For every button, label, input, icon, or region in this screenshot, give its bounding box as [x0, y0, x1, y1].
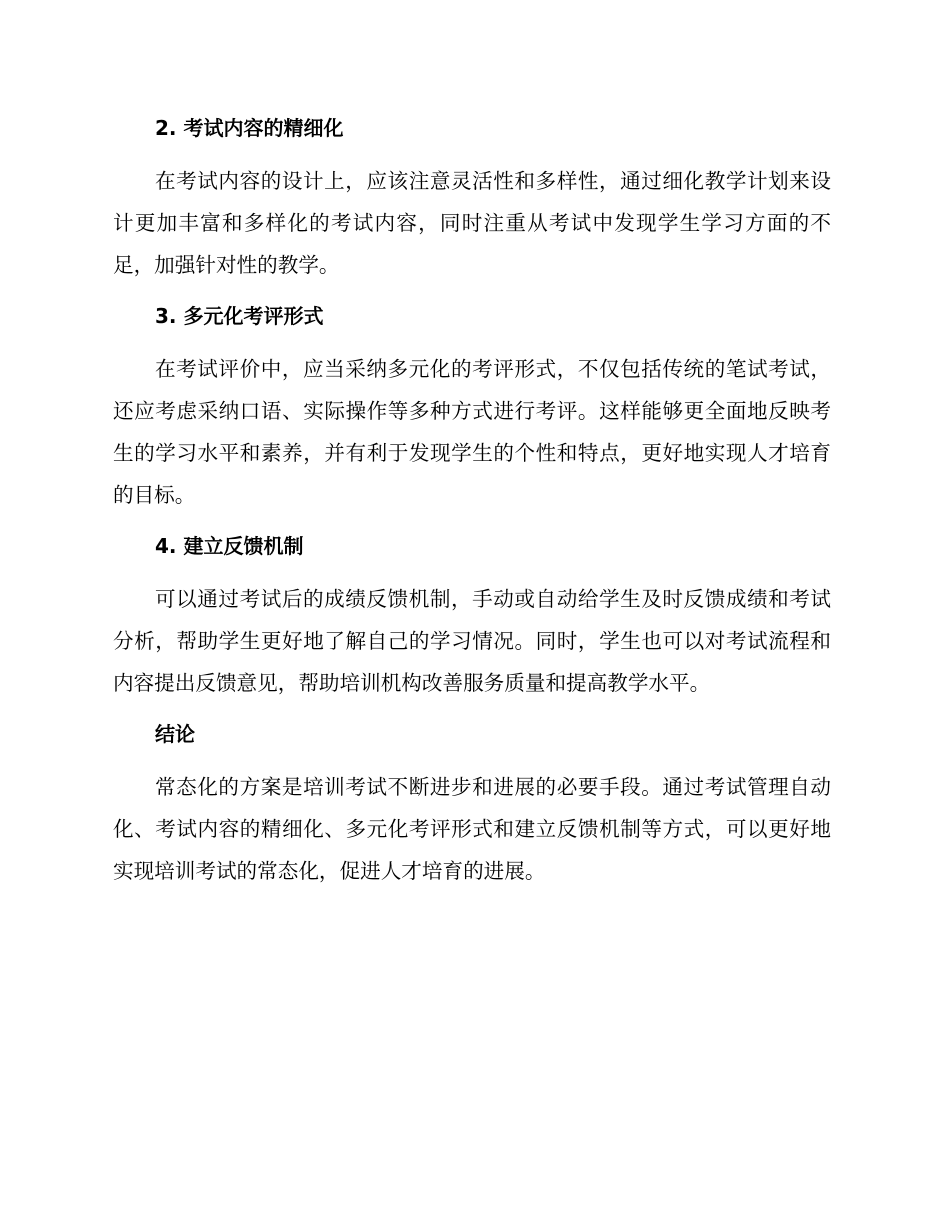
- document-body: [113, 108, 831, 892]
- section-heading-conclusion: 结论: [155, 722, 195, 746]
- section-paragraph-diverse-evaluation: 在考试评价中，应当采纳多元化的考评形式，不仅包括传统的笔试考试，还应考虑采纳口语、实际操作等多种方式进行考评。这样能够更全面地反映考生的学习水平和素养，并有利于发现学生的个性和特点，更好地实现人才培育的目标。: [113, 357, 831, 507]
- section-heading-exam-content: 2. 考试内容的精细化: [155, 116, 344, 140]
- section-paragraph-feedback: 可以通过考试后的成绩反馈机制，手动或自动给学生及时反馈成绩和考试分析，帮助学生更好地了解自己的学习情况。同时，学生也可以对考试流程和内容提出反馈意见，帮助培训机构改善服务质量和提高教学水平。: [113, 587, 831, 695]
- section-heading-feedback: 4. 建立反馈机制: [155, 534, 304, 558]
- section-paragraph-conclusion: 常态化的方案是培训考试不断进步和进展的必要手段。通过考试管理自动化、考试内容的精细化、多元化考评形式和建立反馈机制等方式，可以更好地实现培训考试的常态化，促进人才培育的进展。: [113, 775, 831, 883]
- section-paragraph-exam-content: 在考试内容的设计上，应该注意灵活性和多样性，通过细化教学计划来设计更加丰富和多样化的考试内容，同时注重从考试中发现学生学习方面的不足，加强针对性的教学。: [113, 169, 831, 277]
- section-heading-diverse-evaluation: 3. 多元化考评形式: [155, 304, 324, 328]
